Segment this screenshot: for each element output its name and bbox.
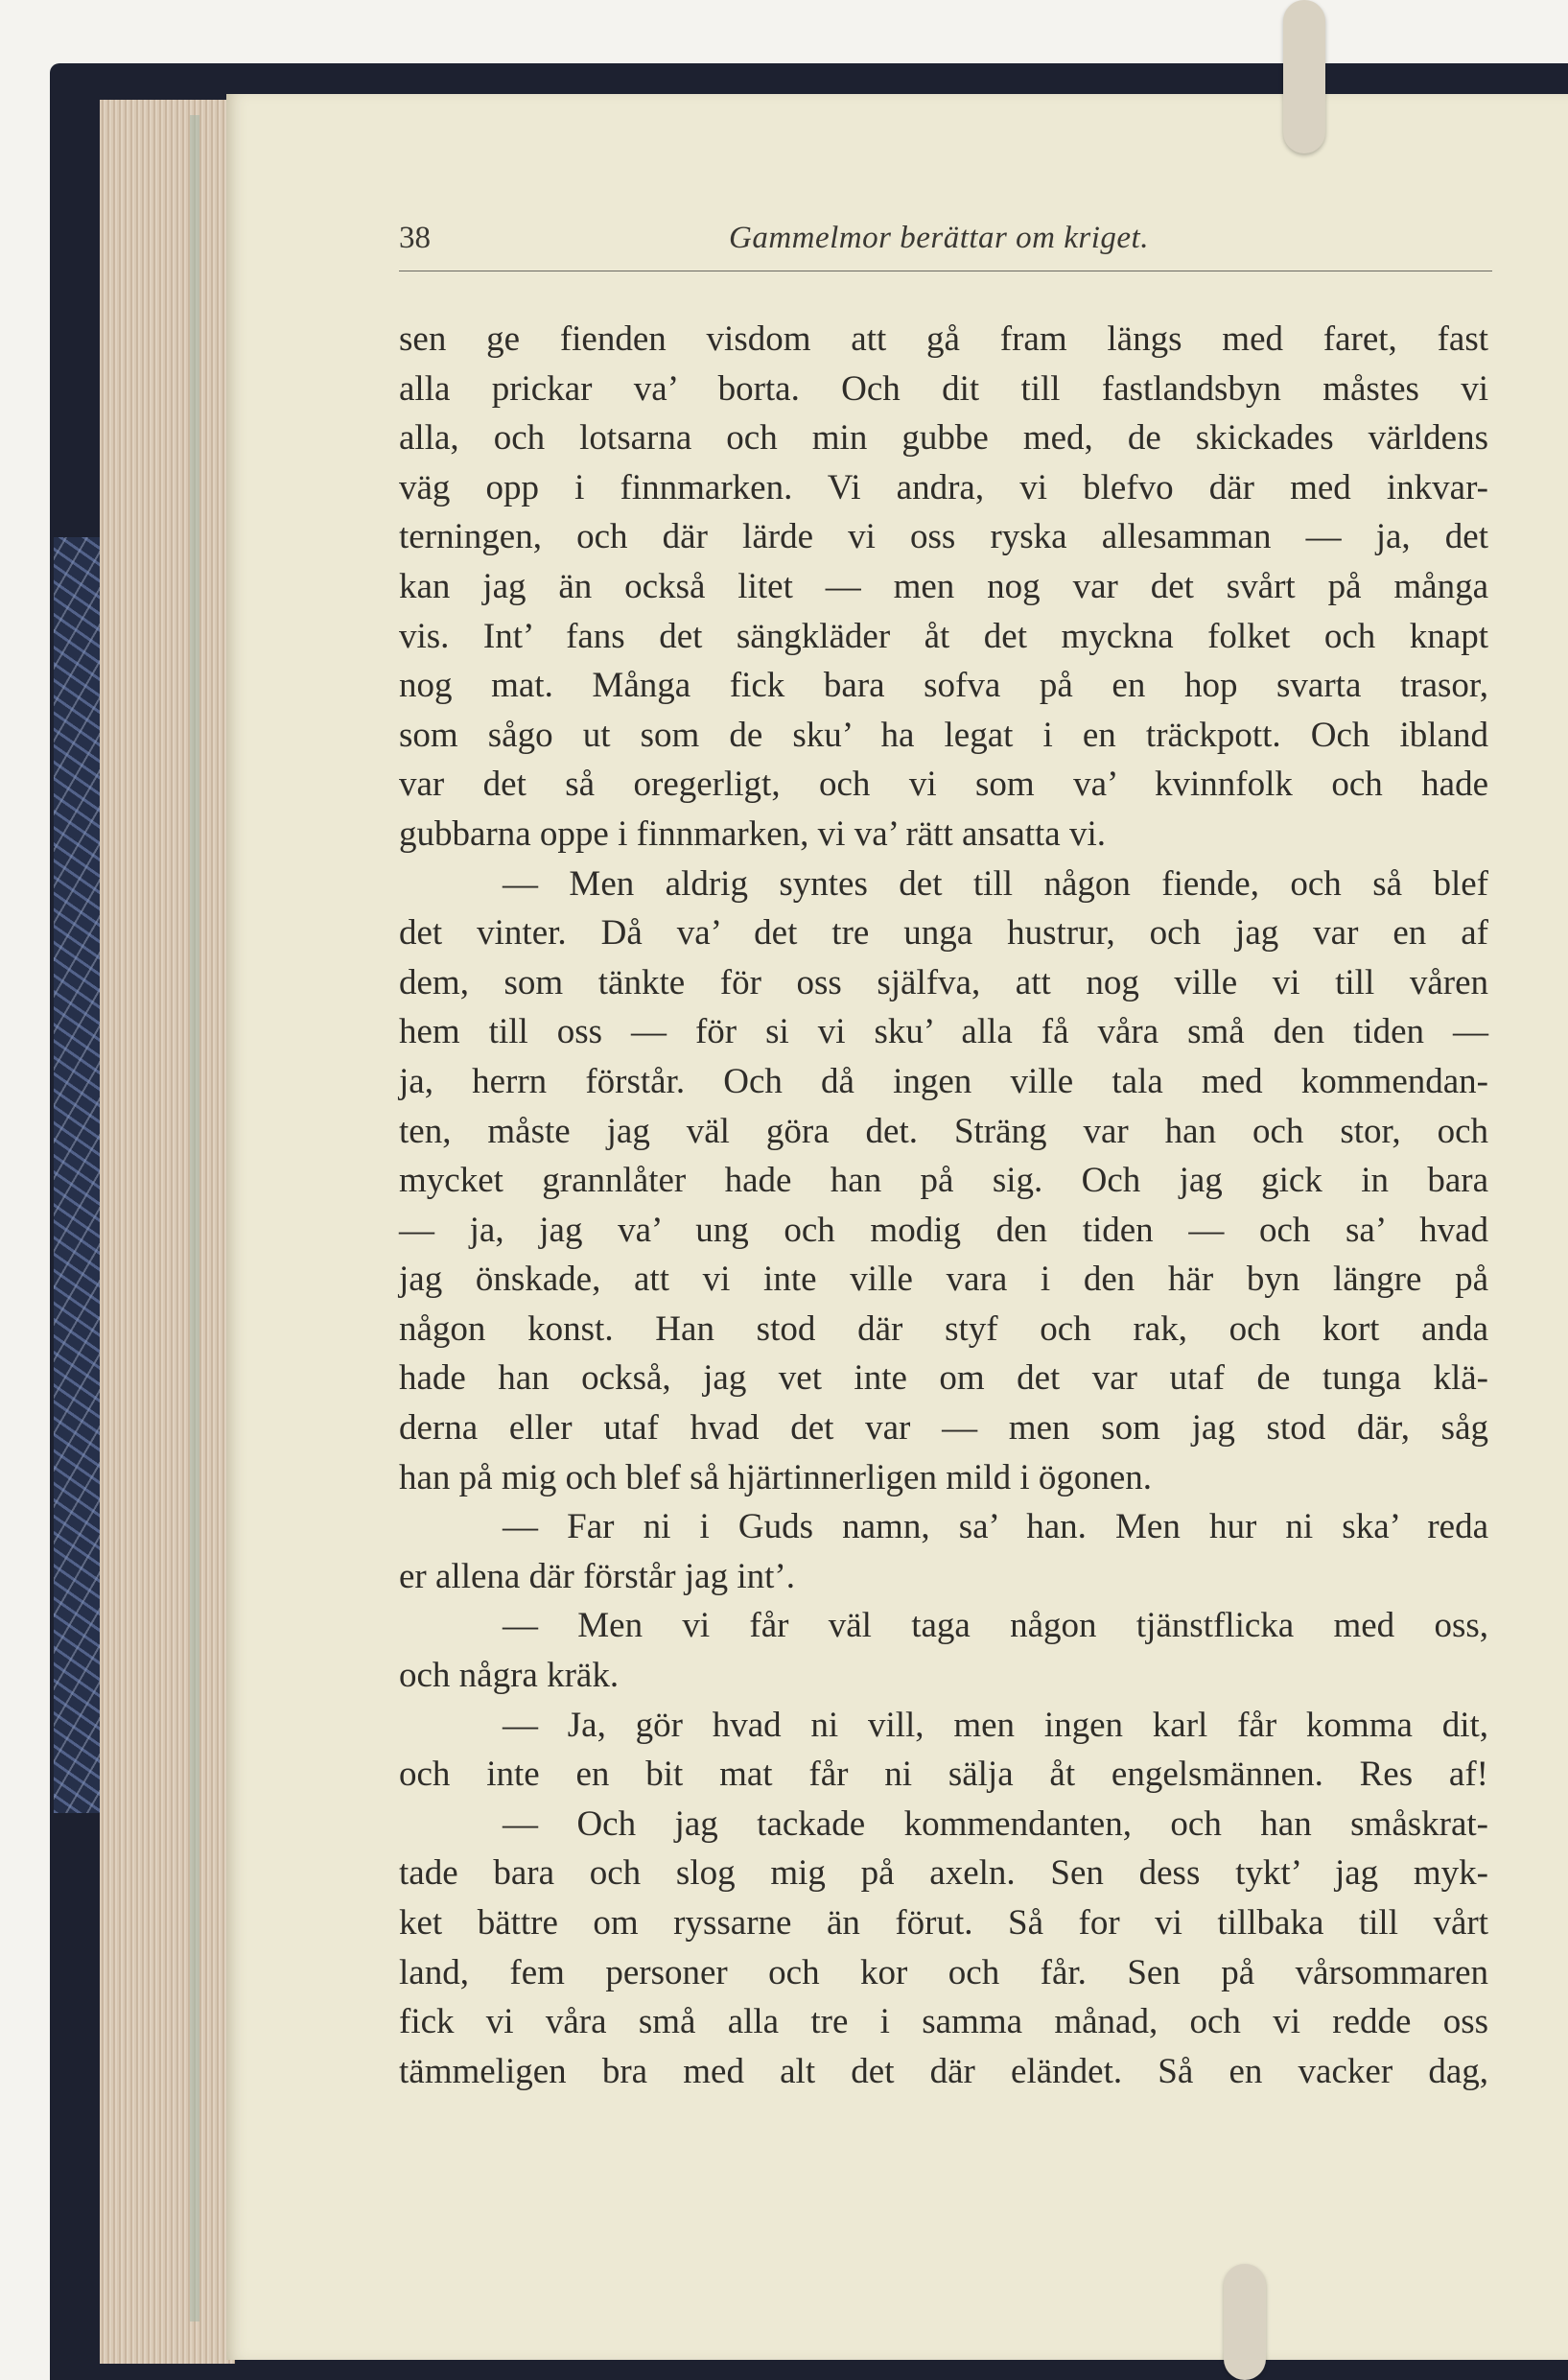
text-line: väg opp i finnmarken. Vi andra, vi blefvo där med inkvar- — [399, 467, 1488, 507]
body-text — [399, 315, 1488, 2096]
text-line: han på mig och blef så hjärtinnerligen mild i ögonen. — [399, 1457, 1153, 1497]
text-line: vis. Int’ fans det sängkläder åt det myckna folket och knapt — [399, 616, 1488, 656]
text-line: och inte en bit mat får ni sälja åt engelsmännen. Res af! — [399, 1755, 1488, 1795]
text-line: er allena där förstår jag int’. — [399, 1556, 795, 1596]
text-line: ja, herrn förstår. Och då ingen ville tala med kommendan- — [399, 1061, 1488, 1101]
page-edges — [100, 100, 235, 2364]
text-line: sen ge fienden visdom att gå fram längs med faret, fast — [399, 319, 1488, 359]
page-number: 38 — [399, 221, 431, 255]
page-edge-accent — [190, 115, 199, 2321]
page-clip-bottom — [1224, 2264, 1266, 2380]
text-line: tämmeligen bra med alt det där eländet. Så en vacker dag, — [399, 2051, 1488, 2091]
text-line: mycket grannlåter hade han på sig. Och jag gick in bara — [399, 1161, 1488, 1201]
text-line: — ja, jag va’ ung och modig den tiden — och sa’ hvad — [399, 1210, 1488, 1250]
text-line: jag önskade, att vi inte ville vara i den här byn längre på — [399, 1260, 1488, 1300]
text-line: hem till oss — för si vi sku’ alla få våra små den tiden — — [399, 1012, 1488, 1052]
text-line: — Ja, gör hvad ni vill, men ingen karl får komma dit, — [503, 1705, 1488, 1745]
text-line: alla prickar va’ borta. Och dit till fastlandsbyn måstes vi — [399, 368, 1488, 409]
text-line: dem, som tänkte för oss själfva, att nog ville vi till våren — [399, 962, 1488, 1002]
text-line: som sågo ut som de sku’ ha legat i en träckpott. Och ibland — [399, 715, 1488, 755]
text-line: det vinter. Då va’ det tre unga hustrur, och jag var en af — [399, 913, 1488, 954]
running-head — [399, 221, 1492, 269]
text-line: land, fem personer och kor och får. Sen på vårsommaren — [399, 1952, 1488, 1992]
text-line: var det så oregerligt, och vi som va’ kvinnfolk och hade — [399, 765, 1488, 805]
text-line: — Far ni i Guds namn, sa’ han. Men hur ni ska’ reda — [503, 1507, 1488, 1547]
text-line: någon konst. Han stod där styf och rak, och kort anda — [399, 1308, 1488, 1349]
text-line: — Men aldrig syntes det till någon fiende, och så blef — [503, 863, 1488, 904]
text-line: kan jag än också litet — men nog var det svårt på många — [399, 566, 1488, 606]
text-line: fick vi våra små alla tre i samma månad, och vi redde oss — [399, 2002, 1488, 2042]
text-line: hade han också, jag vet inte om det var utaf de tunga klä- — [399, 1358, 1488, 1399]
text-line: gubbarna oppe i finnmarken, vi va’ rätt ansatta vi. — [399, 813, 1107, 854]
text-line: terningen, och där lärde vi oss ryska allesamman — ja, det — [399, 517, 1488, 557]
page-clip-top — [1283, 0, 1325, 153]
text-line: derna eller utaf hvad det var — men som jag stod där, såg — [399, 1408, 1488, 1449]
text-line: — Men vi får väl taga någon tjänstflicka med oss, — [503, 1606, 1488, 1646]
running-head-title: Gammelmor berättar om kriget. — [729, 221, 1149, 255]
text-line: alla, och lotsarna och min gubbe med, de skickades världens — [399, 418, 1488, 459]
text-line: tade bara och slog mig på axeln. Sen dess tykt’ jag myk- — [399, 1853, 1488, 1894]
text-line: — Och jag tackade kommendanten, och han småskrat- — [503, 1803, 1488, 1844]
text-line: och några kräk. — [399, 1656, 620, 1696]
text-line: ten, måste jag väl göra det. Sträng var han och stor, och — [399, 1111, 1488, 1151]
text-line: nog mat. Många fick bara sofva på en hop svarta trasor, — [399, 666, 1488, 706]
text-line: ket bättre om ryssarne än förut. Så for vi tillbaka till vårt — [399, 1903, 1488, 1943]
